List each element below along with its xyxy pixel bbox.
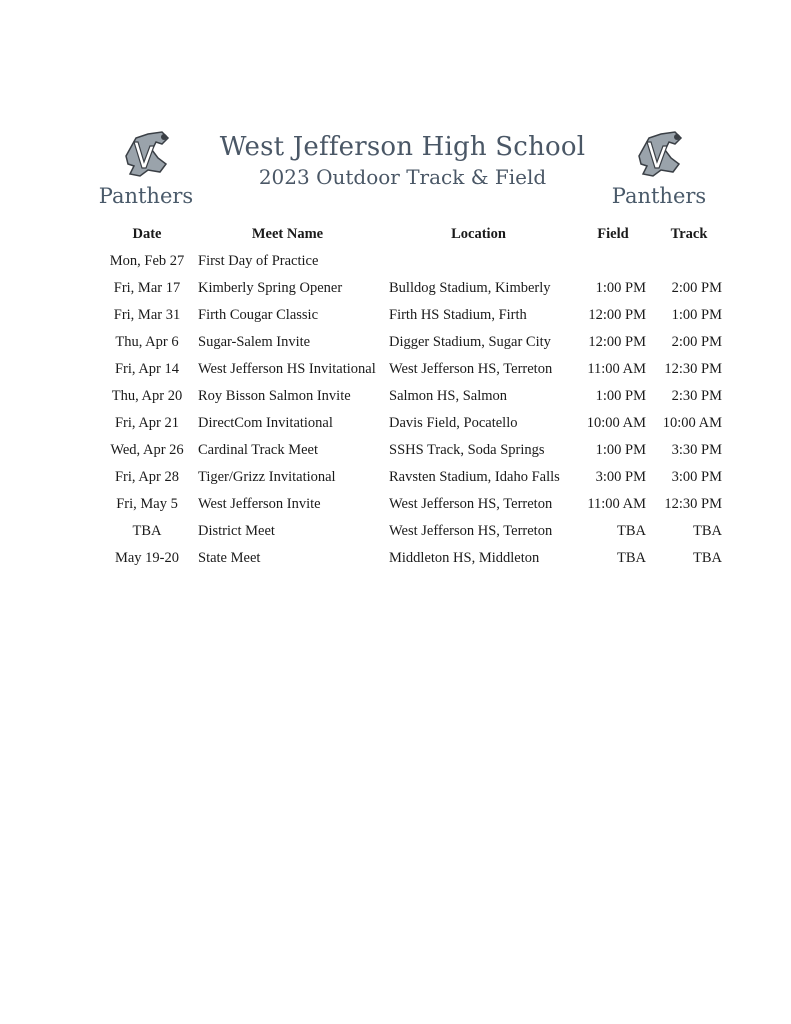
column-header-track: Track <box>670 226 708 242</box>
table-row <box>102 491 726 518</box>
field-time-cell: TBA <box>617 550 646 566</box>
location-cell: West Jefferson HS, Terreton <box>389 496 553 512</box>
date-cell: Fri, Apr 14 <box>114 361 180 377</box>
track-time-cell: 2:00 PM <box>671 334 722 350</box>
date-cell: Thu, Apr 6 <box>115 334 179 350</box>
location-cell: Middleton HS, Middleton <box>389 550 540 566</box>
field-time-cell: 1:00 PM <box>595 442 646 458</box>
table-row <box>102 248 726 275</box>
meet-name-cell: Kimberly Spring Opener <box>198 280 343 296</box>
track-time-cell: 2:00 PM <box>671 280 722 296</box>
track-time-cell: 1:00 PM <box>671 307 722 323</box>
table-row <box>102 329 726 356</box>
date-cell: Fri, May 5 <box>116 496 178 512</box>
track-time-cell: 10:00 AM <box>662 415 722 431</box>
meet-name-cell: West Jefferson Invite <box>198 496 321 512</box>
date-cell: Mon, Feb 27 <box>109 253 185 269</box>
meet-name-cell: Firth Cougar Classic <box>198 307 319 323</box>
date-cell: May 19-20 <box>114 550 180 566</box>
table-row <box>102 302 726 329</box>
track-time-cell: TBA <box>693 550 722 566</box>
logo-left-text: Panthers <box>98 184 194 208</box>
column-header-location: Location <box>451 226 506 242</box>
date-cell: Fri, Apr 21 <box>114 415 180 431</box>
column-header-field: Field <box>597 226 629 242</box>
table-row <box>102 356 726 383</box>
column-header-date: Date <box>132 226 162 242</box>
schedule-table <box>102 221 726 572</box>
meet-name-cell: Cardinal Track Meet <box>198 442 319 458</box>
field-time-cell <box>574 248 652 275</box>
table-row <box>102 275 726 302</box>
table-row <box>102 518 726 545</box>
location-cell: Firth HS Stadium, Firth <box>389 307 527 323</box>
table-header-row <box>102 221 726 248</box>
panther-mascot-logo-icon <box>118 128 174 180</box>
meet-name-cell: First Day of Practice <box>198 253 319 269</box>
title-block <box>200 132 605 189</box>
table-row <box>102 464 726 491</box>
page-title: West Jefferson High School <box>219 132 586 162</box>
logo-left <box>96 128 196 208</box>
meet-name-cell: Sugar-Salem Invite <box>198 334 311 350</box>
meet-name-cell: Tiger/Grizz Invitational <box>198 469 336 485</box>
schedule-body <box>102 248 726 572</box>
date-cell: TBA <box>132 523 162 539</box>
location-cell: Davis Field, Pocatello <box>389 415 518 431</box>
date-cell: Wed, Apr 26 <box>110 442 184 458</box>
date-cell: Fri, Mar 31 <box>113 307 181 323</box>
table-row <box>102 383 726 410</box>
field-time-cell: 1:00 PM <box>595 388 646 404</box>
track-time-cell: 3:00 PM <box>671 469 722 485</box>
track-time-cell: 12:30 PM <box>664 496 722 512</box>
date-cell: Fri, Apr 28 <box>114 469 180 485</box>
table-row <box>102 545 726 572</box>
logo-right-text: Panthers <box>611 184 707 208</box>
page-subtitle: 2023 Outdoor Track & Field <box>258 165 547 189</box>
date-cell: Fri, Mar 17 <box>113 280 181 296</box>
location-cell: Salmon HS, Salmon <box>389 388 508 404</box>
date-cell: Thu, Apr 20 <box>111 388 183 404</box>
field-time-cell: 11:00 AM <box>587 496 646 512</box>
location-cell: Ravsten Stadium, Idaho Falls <box>389 469 560 485</box>
column-header-meet-name: Meet Name <box>251 226 324 242</box>
location-cell: West Jefferson HS, Terreton <box>389 523 553 539</box>
field-time-cell: 12:00 PM <box>588 307 646 323</box>
track-time-cell: 2:30 PM <box>671 388 722 404</box>
meet-name-cell: Roy Bisson Salmon Invite <box>198 388 351 404</box>
meet-name-cell: State Meet <box>198 550 261 566</box>
field-time-cell: 12:00 PM <box>588 334 646 350</box>
field-time-cell: 11:00 AM <box>587 361 646 377</box>
field-time-cell: 1:00 PM <box>595 280 646 296</box>
field-time-cell: 3:00 PM <box>595 469 646 485</box>
logo-right <box>609 128 709 208</box>
location-cell: Digger Stadium, Sugar City <box>389 334 551 350</box>
meet-name-cell: West Jefferson HS Invitational <box>198 361 376 377</box>
table-row <box>102 410 726 437</box>
field-time-cell: TBA <box>617 523 646 539</box>
table-row <box>102 437 726 464</box>
track-time-cell: 12:30 PM <box>664 361 722 377</box>
location-cell <box>383 248 574 275</box>
location-cell: West Jefferson HS, Terreton <box>389 361 553 377</box>
meet-name-cell: DirectCom Invitational <box>198 415 333 431</box>
field-time-cell: 10:00 AM <box>586 415 646 431</box>
track-time-cell: TBA <box>693 523 722 539</box>
track-time-cell <box>652 248 726 275</box>
track-time-cell: 3:30 PM <box>671 442 722 458</box>
meet-name-cell: District Meet <box>198 523 275 539</box>
location-cell: SSHS Track, Soda Springs <box>389 442 545 458</box>
location-cell: Bulldog Stadium, Kimberly <box>389 280 551 296</box>
panther-mascot-logo-icon <box>631 128 687 180</box>
